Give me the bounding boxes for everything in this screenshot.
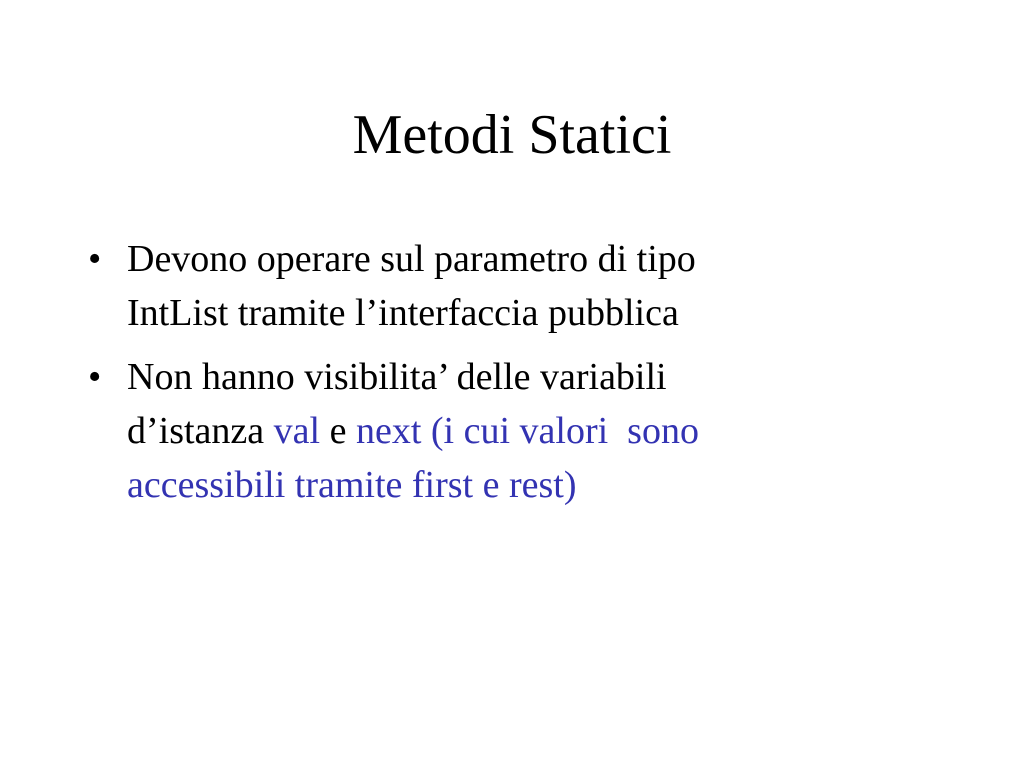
bullet-2-line-1: Non hanno visibilita’ delle variabili bbox=[127, 356, 667, 398]
bullet-list bbox=[82, 232, 822, 522]
bullet-icon: • bbox=[88, 238, 102, 280]
bullet-1-line-2: IntList tramite l’interfaccia pubblica bbox=[127, 292, 679, 334]
bullet-2-conjunction: e bbox=[320, 410, 356, 452]
bullet-item-2 bbox=[82, 350, 822, 512]
bullet-icon: • bbox=[88, 356, 102, 398]
bullet-2-line-3: accessibili tramite first e rest) bbox=[127, 464, 577, 506]
keyword-val: val bbox=[273, 410, 321, 452]
bullet-1-line-1: Devono operare sul parametro di tipo bbox=[127, 238, 696, 280]
bullet-2-line-2-start: d’istanza bbox=[127, 410, 274, 452]
bullet-item-1 bbox=[82, 232, 822, 340]
slide-title: Metodi Statici bbox=[352, 104, 672, 166]
keyword-next: next (i cui valori sono bbox=[355, 410, 699, 452]
